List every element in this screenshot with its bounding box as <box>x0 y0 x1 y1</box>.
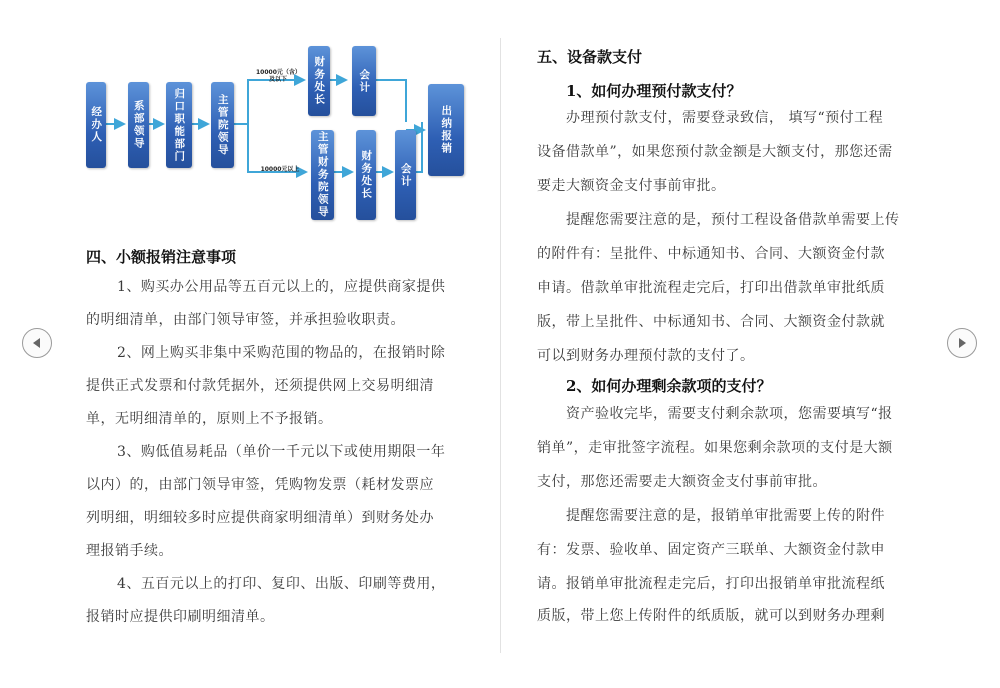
node-functional-dept: 归口职能部门 <box>166 82 192 168</box>
page-divider <box>500 38 501 653</box>
text-line: 的明细清单，由部门领导审签，并承担验收职责。 <box>86 312 405 328</box>
text-line: 申请。借款单审批流程走完后，打印出借款单审批纸质 <box>537 280 885 296</box>
text-line: 理报销手续。 <box>86 543 173 559</box>
text-line: 有：发票、验收单、固定资产三联单、大额资金付款申 <box>537 542 885 558</box>
next-page-button[interactable] <box>947 328 977 358</box>
node-accounting-top: 会计 <box>352 46 376 116</box>
node-cashier: 出纳报销 <box>428 84 464 176</box>
text-line: 资产验收完毕，需要支付剩余款项，您需要填写“报 <box>566 406 893 422</box>
text-line: 可以到财务办理预付款的支付了。 <box>537 348 755 364</box>
triangle-right-icon <box>956 337 968 349</box>
text-line: 列明细，明细较多时应提供商家明细清单）到财务处办 <box>86 510 434 526</box>
subheading-remaining-payment: 2、如何办理剩余款项的支付？ <box>566 377 772 395</box>
text-line: 报销时应提供印刷明细清单。 <box>86 609 275 625</box>
node-supervisor: 主管院领导 <box>211 82 234 168</box>
text-line: 4、五百元以上的打印、复印、出版、印刷等费用， <box>117 576 446 592</box>
threshold-low-label: 10000元（含） 及以下 <box>256 69 301 83</box>
node-handler: 经办人 <box>86 82 106 168</box>
node-finance-head-bottom: 财务处长 <box>356 130 376 220</box>
node-accounting-bottom: 会计 <box>395 130 416 220</box>
text-line: 1、购买办公用品等五百元以上的，应提供商家提供 <box>117 279 446 295</box>
text-line: 提供正式发票和付款凭据外，还须提供网上交易明细清 <box>86 378 434 394</box>
text-line: 版，带上呈批件、中标通知书、合同、大额资金付款就 <box>537 314 885 330</box>
text-line: 支付，那您还需要走大额资金支付事前审批。 <box>537 474 827 490</box>
text-line: 的附件有：呈批件、中标通知书、合同、大额资金付款 <box>537 246 885 262</box>
text-line: 请。报销单审批流程走完后，打印出报销单审批流程纸 <box>537 576 885 592</box>
text-line: 质版，带上您上传附件的纸质版，就可以到财务办理剩 <box>537 608 885 624</box>
text-line: 提醒您需要注意的是，预付工程设备借款单需要上传 <box>566 212 900 228</box>
text-line: 设备借款单”，如果您预付款金额是大额支付，那您还需 <box>537 144 893 160</box>
text-line: 3、购低值易耗品（单价一千元以下或使用期限一年 <box>117 444 446 460</box>
prev-page-button[interactable] <box>22 328 52 358</box>
node-finance-head-top: 财务处长 <box>308 46 330 116</box>
triangle-left-icon <box>31 337 43 349</box>
node-dept-leader: 系部领导 <box>128 82 149 168</box>
text-line: 提醒您需要注意的是，报销单审批需要上传的附件 <box>566 508 885 524</box>
text-line: 2、网上购买非集中采购范围的物品的，在报销时除 <box>117 345 446 361</box>
section-heading-small-reimbursement: 四、小额报销注意事项 <box>86 248 237 266</box>
threshold-high-label: 10000元以上 <box>260 166 300 173</box>
text-line: 以内）的，由部门领导审签，凭购物发票（耗材发票应 <box>86 477 434 493</box>
text-line: 要走大额资金支付事前审批。 <box>537 178 726 194</box>
text-line: 单，无明细清单的，原则上不予报销。 <box>86 411 333 427</box>
text-line: 办理预付款支付，需要登录致信， 填写“预付工程 <box>566 110 884 126</box>
node-finance-vp: 主管财务院领导 <box>311 130 334 220</box>
approval-flowchart <box>86 42 478 228</box>
text-line: 销单”，走审批签字流程。如果您剩余款项的支付是大额 <box>537 440 893 456</box>
subheading-prepayment: 1、如何办理预付款支付？ <box>566 82 742 100</box>
section-heading-equipment-payment: 五、设备款支付 <box>537 48 643 66</box>
